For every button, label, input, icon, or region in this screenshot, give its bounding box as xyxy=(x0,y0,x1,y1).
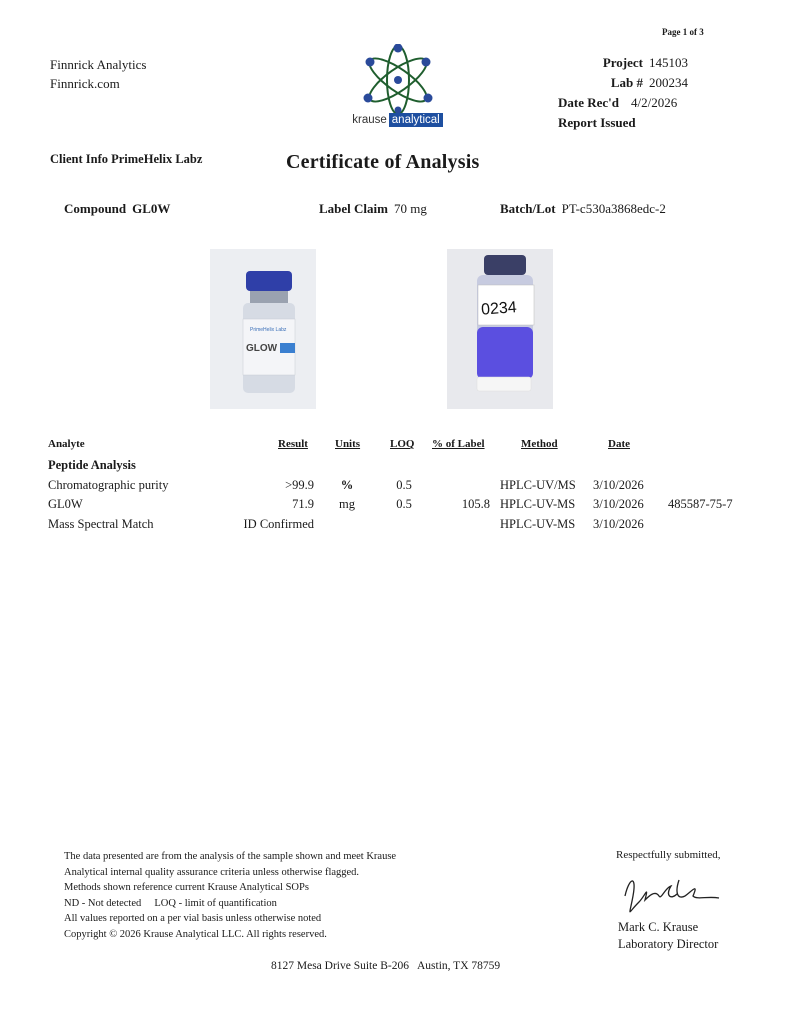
compound-field xyxy=(64,201,176,217)
footer-line: Analytical internal quality assurance criteria unless otherwise flagged. xyxy=(64,866,360,878)
company-website: Finnrick.com xyxy=(50,76,120,91)
label-claim-value: 70 mg xyxy=(393,201,427,216)
row-analyte: Mass Spectral Match xyxy=(48,517,154,531)
header-loq: LOQ xyxy=(390,438,415,450)
header-analyte: Analyte xyxy=(48,438,85,450)
vial-label-brand: PrimeHelix Labz xyxy=(250,327,287,333)
vial-photo-front xyxy=(210,249,316,409)
row-analyte: GL0W xyxy=(48,497,83,511)
header-units: Units xyxy=(335,438,361,450)
lab-row xyxy=(553,73,688,93)
footer-line: The data presented are from the analysis of the sample shown and meet Krause xyxy=(64,851,397,862)
header-result: Result xyxy=(278,438,308,450)
row-date: 3/10/2026 xyxy=(593,517,644,531)
project-label: Project xyxy=(602,55,643,70)
lab-label: Lab # xyxy=(610,75,643,90)
header-method: Method xyxy=(521,438,558,450)
company-name: Finnrick Analytics xyxy=(50,57,147,72)
logo-word-analytical: analytical xyxy=(389,113,443,127)
vial-back-image xyxy=(447,249,553,409)
signer-title: Laboratory Director xyxy=(618,937,719,951)
row-loq: 0.5 xyxy=(396,478,412,492)
vial-sticker-number: 0234 xyxy=(480,299,518,319)
row-date: 3/10/2026 xyxy=(593,478,644,492)
batch-label: Batch/Lot xyxy=(500,201,556,216)
footer-line: Methods shown reference current Krause Analytical SOPs xyxy=(64,882,309,893)
vial-label-name: GLOW xyxy=(246,343,278,354)
row-result: 71.9 xyxy=(292,497,314,511)
logo-word-krause: krause xyxy=(352,114,387,126)
vial-front-image xyxy=(210,249,316,409)
company-block xyxy=(50,55,146,93)
date-received-row xyxy=(553,93,688,113)
compound-value: GL0W xyxy=(132,201,171,216)
report-issued-label: Report Issued xyxy=(558,115,636,130)
lab-value: 200234 xyxy=(649,75,688,90)
page-number: Page 1 of 3 xyxy=(662,27,704,37)
signer-name: Mark C. Krause xyxy=(618,920,699,934)
row-result: >99.9 xyxy=(285,478,314,492)
footer-line: ND - Not detected LOQ - limit of quantification xyxy=(64,897,277,909)
header-date: Date xyxy=(608,438,630,450)
row-analyte: Chromatographic purity xyxy=(48,478,169,492)
row-date: 3/10/2026 xyxy=(593,497,644,511)
project-value: 145103 xyxy=(649,55,688,70)
label-claim-label: Label Claim xyxy=(319,201,388,216)
row-units: mg xyxy=(339,497,355,511)
compound-label: Compound xyxy=(64,201,127,216)
date-received-label: Date Rec'd xyxy=(558,95,620,110)
signature xyxy=(615,866,725,916)
footer-line: Copyright © 2026 Krause Analytical LLC. All rights reserved. xyxy=(64,928,327,940)
row-result: ID Confirmed xyxy=(243,517,314,531)
header-pct-label: % of Label xyxy=(432,438,485,450)
signature-image xyxy=(615,866,725,916)
respectfully-submitted: Respectfully submitted, xyxy=(616,849,721,861)
row-units: % xyxy=(340,478,354,492)
row-loq: 0.5 xyxy=(396,497,412,511)
batch-value: PT-c530a3868edc-2 xyxy=(561,201,666,216)
vial-photo-back xyxy=(447,249,553,409)
footer-line: All values reported on a per vial basis unless otherwise noted xyxy=(64,913,322,924)
row-method: HPLC-UV-MS xyxy=(500,497,576,511)
project-row xyxy=(553,53,688,73)
report-issued-row xyxy=(553,113,688,133)
label-claim-field xyxy=(319,201,427,217)
row-method: HPLC-UV/MS xyxy=(500,478,576,492)
row-pct-label: 105.8 xyxy=(461,497,490,511)
section-peptide-analysis: Peptide Analysis xyxy=(48,458,136,472)
krause-analytical-logo xyxy=(340,44,455,132)
batch-field xyxy=(500,201,666,217)
logo-wordmark xyxy=(340,114,455,126)
row-extra: 485587-75-7 xyxy=(668,497,733,511)
lab-address: 8127 Mesa Drive Suite B-206 Austin, TX 78759 xyxy=(271,960,501,972)
atom-icon xyxy=(340,44,455,114)
row-method: HPLC-UV-MS xyxy=(500,517,576,531)
report-meta xyxy=(553,53,688,133)
page-title: Certificate of Analysis xyxy=(286,151,480,173)
date-received-value: 4/2/2026 xyxy=(631,95,678,110)
signer-block xyxy=(618,919,718,953)
client-info: Client Info PrimeHelix Labz xyxy=(50,152,203,166)
footer-notes xyxy=(64,849,396,942)
